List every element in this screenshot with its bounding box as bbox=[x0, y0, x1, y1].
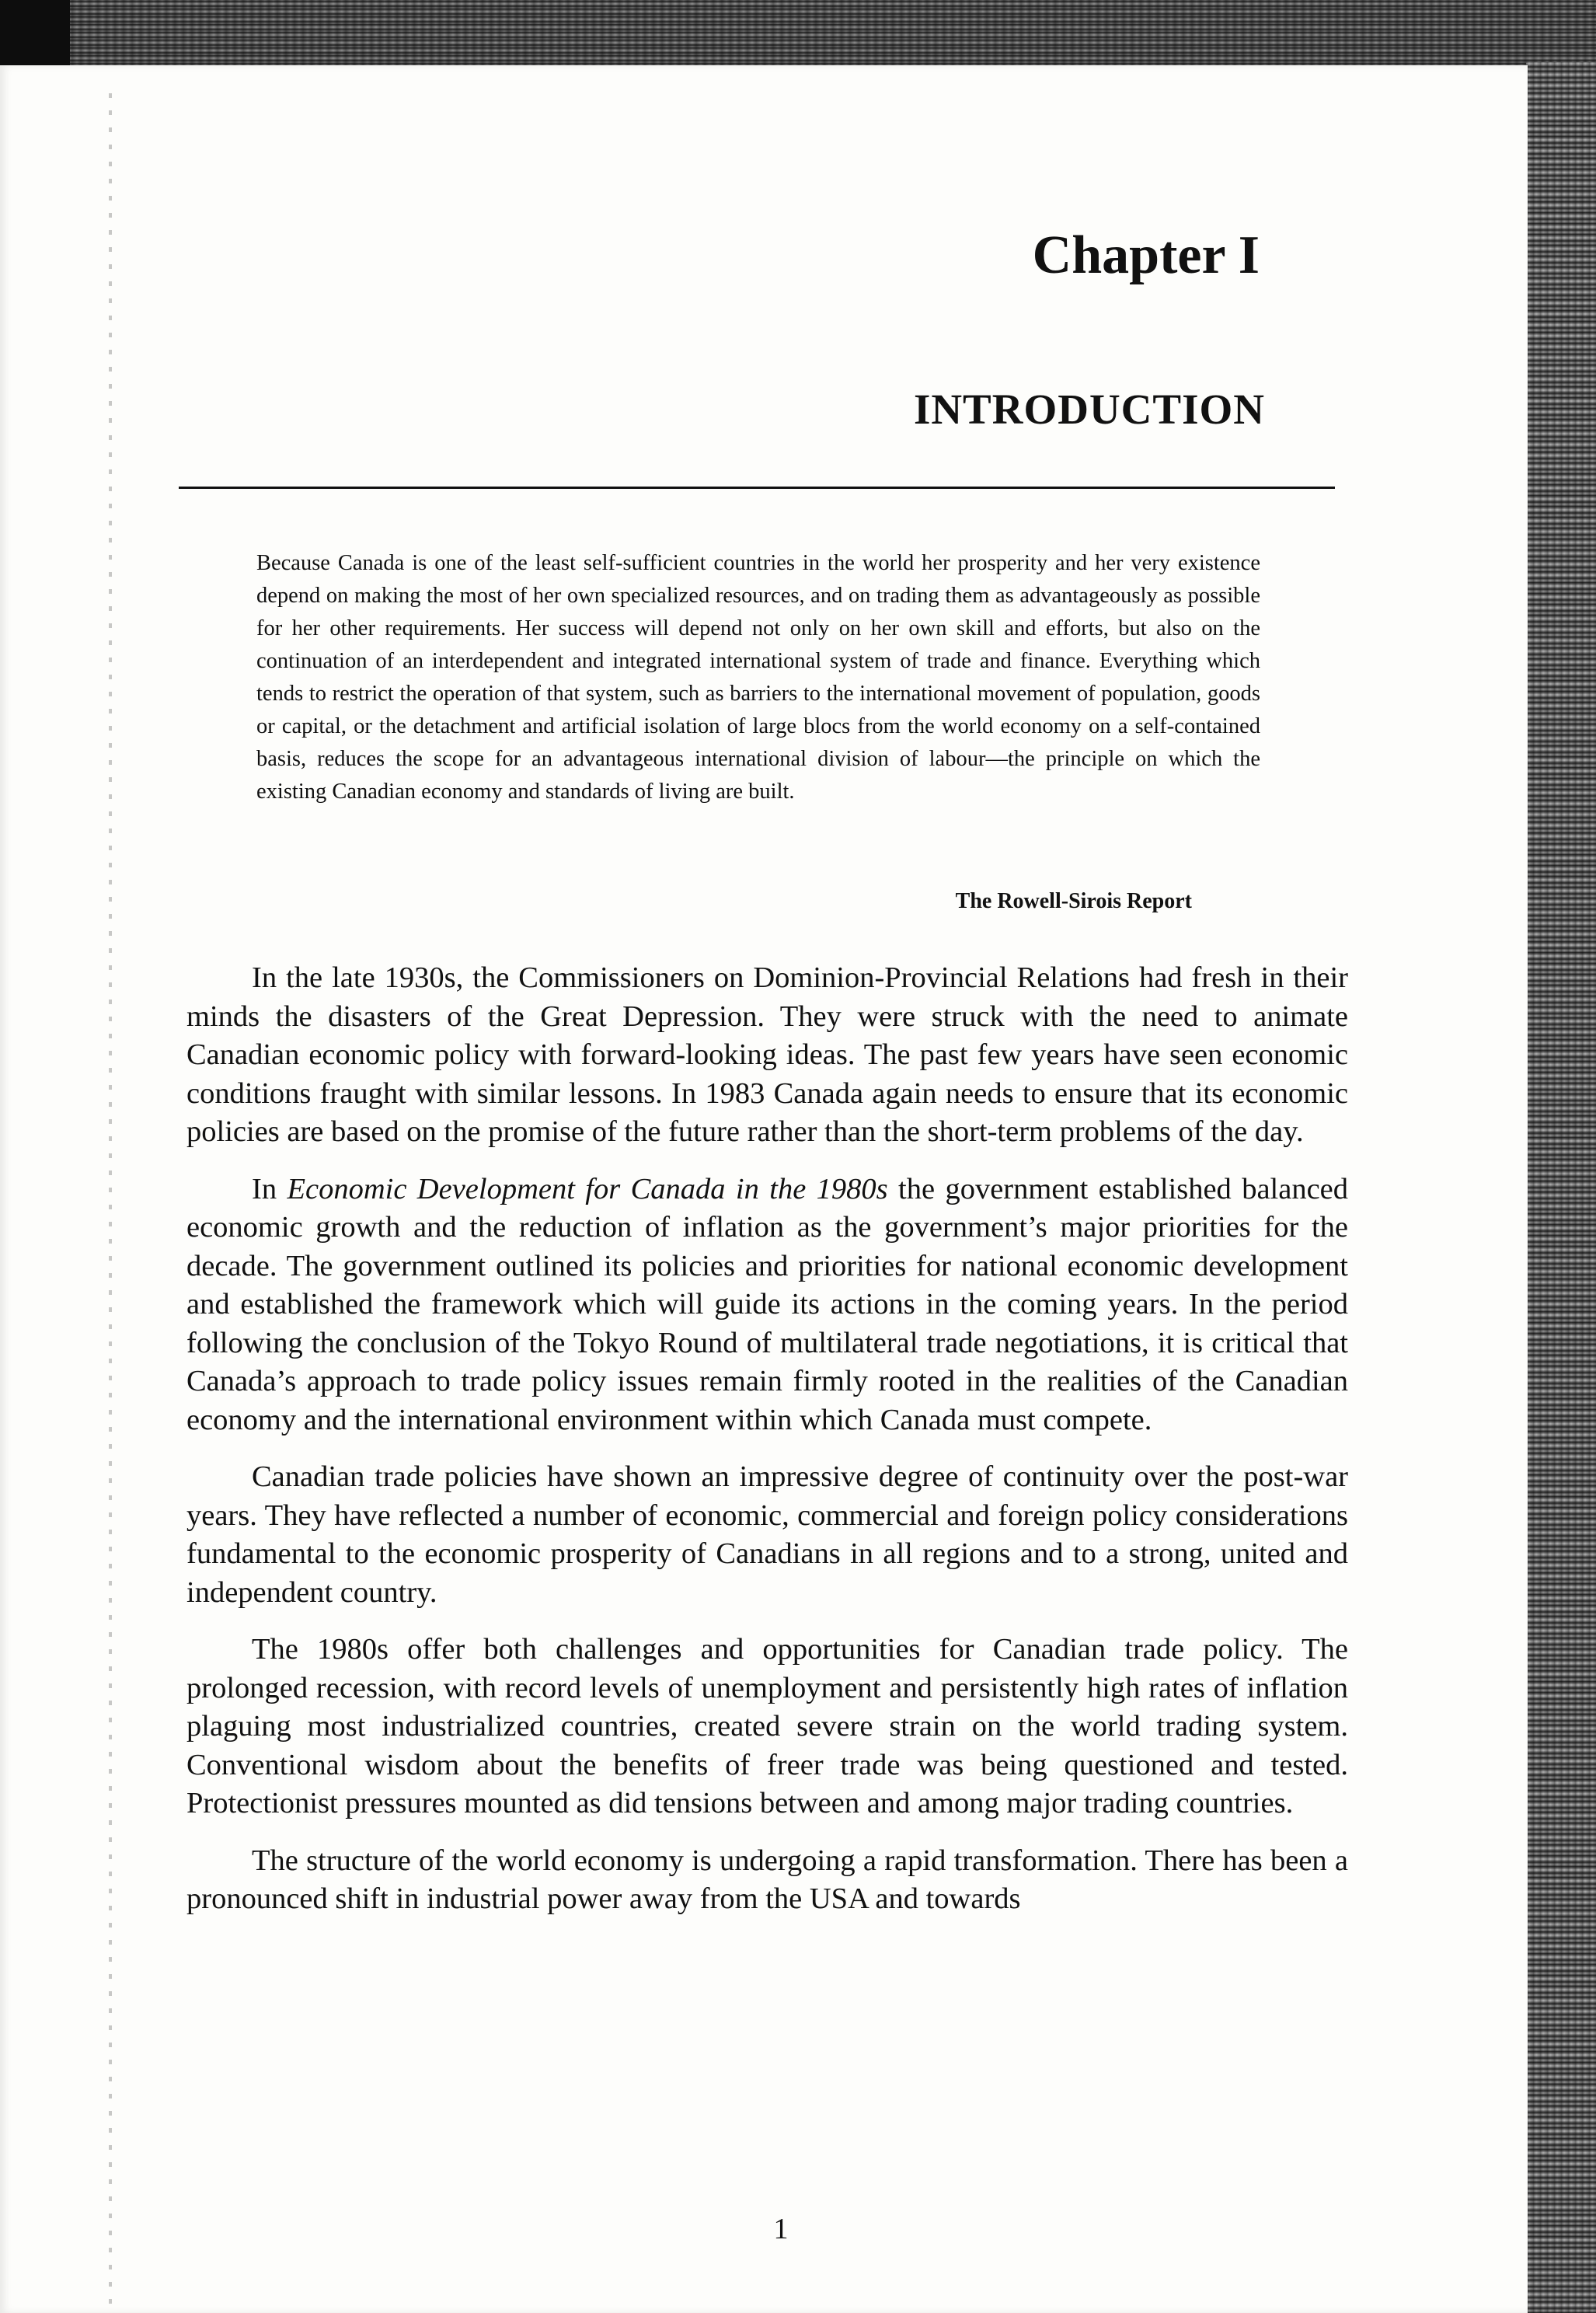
paragraph-2-text: the government established balanced economic growth and the reduction of inflation as the government’s major priorities for the decade. The government outlined its policies and priorities for national economic development and established the framework which will guide its actions in the coming years. In the period following the conclusion of the Tokyo Round of multilateral trade negotiations, it is critical that Canada’s approach to trade policy issues remain firmly rooted in the realities of the Canadian economy and the international environment within which Canada must compete. bbox=[186, 1172, 1348, 1436]
heading-rule bbox=[179, 487, 1335, 489]
epigraph-source: The Rowell-Sirois Report bbox=[955, 889, 1192, 913]
book-page bbox=[0, 65, 1528, 2313]
paragraph-4: The 1980s offer both challenges and opportunities for Canadian trade policy. The prolonged recession, with record levels of unemployment and persistently high rates of inflation plaguing most industrialized countries, created severe strain on the world trading system. Conventional wisdom about the benefits of freer trade was being questioned and tested. Protectionist pressures mounted as did tensions between and among major trading countries. bbox=[186, 1633, 1348, 1819]
section-heading: INTRODUCTION bbox=[913, 386, 1265, 433]
binding-shadow bbox=[109, 81, 112, 2304]
paragraph-1: In the late 1930s, the Commissioners on Dominion-Provincial Relations had fresh in their minds the disasters of the Great Depression. They were struck with the need to animate Canadian economic policy with forward-looking ideas. The past few years have seen economic conditions fraught with similar lessons. In 1983 Canada again needs to ensure that its economic policies are based on the promise of the future rather than the short-term problems of the day. bbox=[186, 961, 1348, 1148]
paragraph-3: Canadian trade policies have shown an impressive degree of continuity over the post-war years. They have reflected a number of economic, commercial and foreign policy considerations fundamental to the economic prosperity of Canadians in all regions and to a strong, united and independent country. bbox=[186, 1460, 1348, 1609]
scan-right-edge bbox=[1526, 62, 1596, 2313]
chapter-heading: Chapter I bbox=[1032, 225, 1260, 285]
epigraph-quote: Because Canada is one of the least self-sufficient countries in the world her prosperity and her very existence depend on making the most of her own specialized resources, and on trading them as advantageously as possible for her other requirements. Her success will depend not only on her own skill and efforts, but also on the continuation of an interdependent and integrated international system of trade and finance. Everything which tends to restrict the operation of that system, such as barriers to the international movement of population, goods or capital, or the detachment and artificial isolation of large blocs from the world economy on a self-contained basis, reduces the scope for an advantageous international division of labour—the principle on which the existing Canadian economy and standards of living are built. bbox=[256, 551, 1260, 804]
paragraph-5: The structure of the world economy is undergoing a rapid transformation. There has been a pronounced shift in industrial power away from the USA and towards bbox=[186, 1844, 1348, 1915]
body-text bbox=[186, 959, 1348, 1919]
paragraph-2 bbox=[186, 1170, 1348, 1440]
publication-title: Economic Development for Canada in the 1980s bbox=[287, 1172, 888, 1205]
page-number: 1 bbox=[773, 2213, 789, 2245]
scan-top-edge bbox=[0, 0, 1596, 72]
paragraph-2-lead: In bbox=[252, 1172, 287, 1205]
scan-corner-mark bbox=[0, 0, 70, 72]
